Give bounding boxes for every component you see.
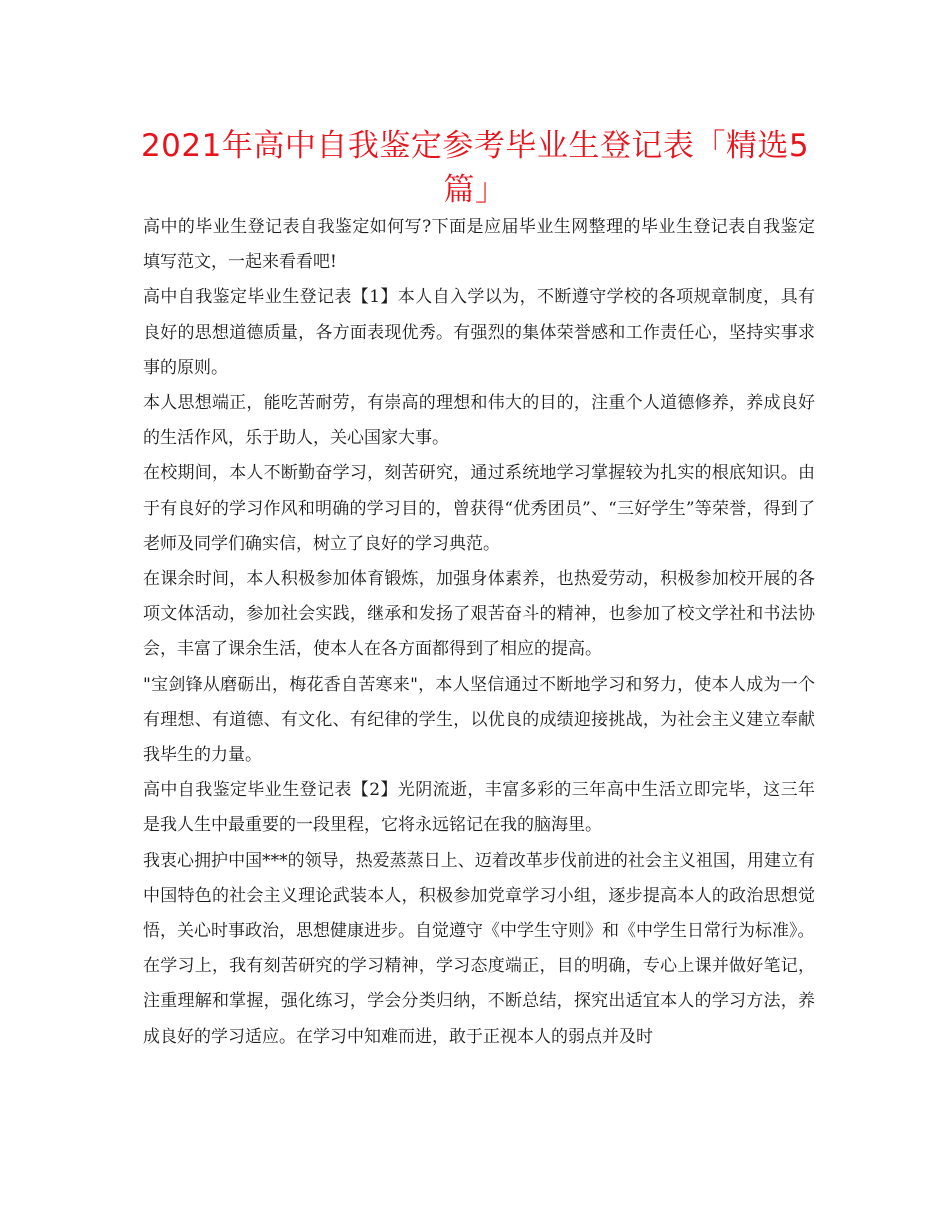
paragraph-1-opening: 高中自我鉴定毕业生登记表【1】本人自入学以为，不断遵守学校的各项规章制度，具有良好的思想道德质量，各方面表现优秀。有强烈的集体荣誉感和工作责任心，坚持实事求事的原则。 (143, 287, 815, 378)
document-body (143, 210, 815, 1055)
paragraph-1-thought: 本人思想端正，能吃苦耐劳，有崇高的理想和伟大的目的，注重个人道德修养，养成良好的生活作风，乐于助人，关心国家大事。 (143, 393, 815, 449)
document-title: 2021年高中自我鉴定参考毕业生登记表「精选5篇」 (140, 128, 810, 208)
paragraph-2-study: 在学习上，我有刻苦研究的学习精神，学习态度端正，目的明确，专心上课并做好笔记，注重理解和掌握，强化练习，学会分类归纳，不断总结，探究出适宜本人的学习方法，养成良好的学习适应。在学习中知难而进，敢于正视本人的弱点并及时 (143, 956, 815, 1047)
paragraph-intro: 高中的毕业生登记表自我鉴定如何写?下面是应届毕业生网整理的毕业生登记表自我鉴定填写范文，一起来看看吧! (143, 217, 815, 273)
paragraph-2-opening: 高中自我鉴定毕业生登记表【2】光阴流逝，丰富多彩的三年高中生活立即完毕，这三年是我人生中最重要的一段里程，它将永远铭记在我的脑海里。 (143, 780, 815, 836)
paragraph-1-closing: "宝剑锋从磨砺出，梅花香自苦寒来"，本人坚信通过不断地学习和努力，使本人成为一个有理想、有道德、有文化、有纪律的学生，以优良的成绩迎接挑战，为社会主义建立奉献我毕生的力量。 (143, 674, 815, 766)
paragraph-1-study: 在校期间，本人不断勤奋学习，刻苦研究，通过系统地学习掌握较为扎实的根底知识。由于有良好的学习作风和明确的学习目的，曾获得“优秀团员”、“三好学生”等荣誉，得到了老师及同学们确实信，树立了良好的学习典范。 (143, 463, 815, 554)
paragraph-1-activities: 在课余时间，本人积极参加体育锻炼，加强身体素养，也热爱劳动，积极参加校开展的各项文体活动，参加社会实践，继承和发扬了艰苦奋斗的精神，也参加了校文学社和书法协会，丰富了课余生活，使本人在各方面都得到了相应的提高。 (143, 569, 815, 660)
paragraph-2-politics: 我衷心拥护中国***的领导，热爱蒸蒸日上、迈着改革步伐前进的社会主义祖国，用建立有中国特色的社会主义理论武装本人，积极参加党章学习小组，逐步提高本人的政治思想觉悟，关心时事政治，思想健康进步。自觉遵守《中学生守则》和《中学生日常行为标准》。 (143, 850, 815, 942)
